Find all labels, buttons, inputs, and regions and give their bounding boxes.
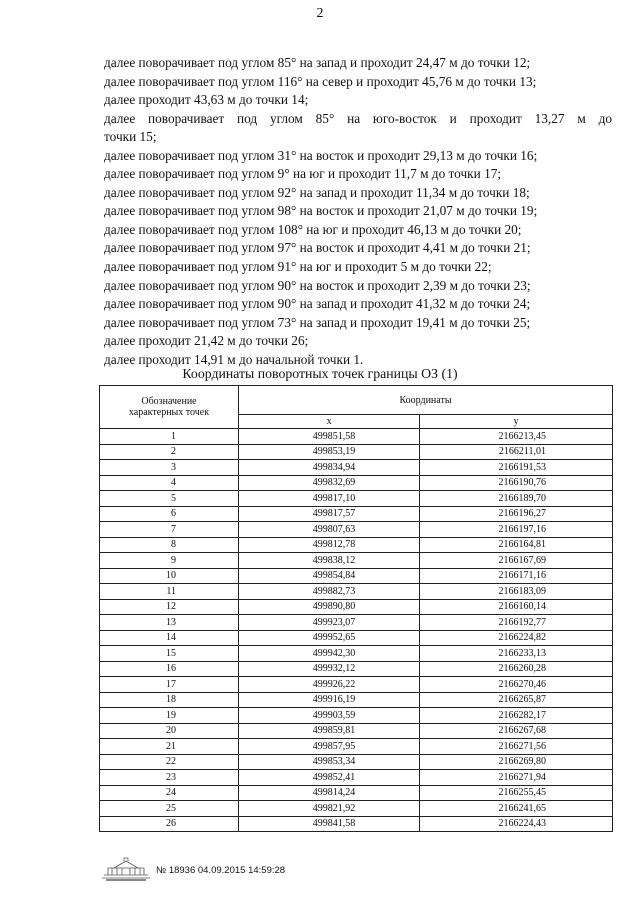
text-line: далее поворачивает под углом 85° на запад и проходит 24,47 м до точки 12; xyxy=(104,55,531,70)
coord-y: 2166224,43 xyxy=(420,816,613,832)
table-row xyxy=(100,646,613,662)
header-x: x xyxy=(239,415,420,429)
text-line: точки 15; xyxy=(104,129,157,145)
coord-y: 2166267,68 xyxy=(420,723,613,739)
table-row xyxy=(100,537,613,553)
point-number: 17 xyxy=(100,677,239,693)
coord-x: 499952,65 xyxy=(239,630,420,646)
point-number: 1 xyxy=(100,429,239,445)
coord-x: 499817,10 xyxy=(239,491,420,507)
coord-y: 2166211,01 xyxy=(420,444,613,460)
table-row xyxy=(100,584,613,600)
header-point-label xyxy=(100,386,239,429)
text-line: далее поворачивает под углом 73° на запад и проходит 19,41 м до точки 25; xyxy=(104,314,531,330)
text-line: далее проходит 21,42 м до точки 26; xyxy=(104,333,309,349)
coord-y: 2166265,87 xyxy=(420,692,613,708)
coord-x: 499821,92 xyxy=(239,801,420,817)
text-line: далее поворачивает под углом 92° на запад и проходит 11,34 м до точки 18; xyxy=(104,184,530,200)
coord-x: 499851,58 xyxy=(239,429,420,445)
coord-x: 499853,34 xyxy=(239,754,420,770)
table-row xyxy=(100,739,613,755)
coord-x: 499890,80 xyxy=(239,599,420,615)
coord-x: 499882,73 xyxy=(239,584,420,600)
table-row xyxy=(100,444,613,460)
table-row xyxy=(100,615,613,631)
table-row xyxy=(100,677,613,693)
coord-y: 2166233,13 xyxy=(420,646,613,662)
table-row xyxy=(100,506,613,522)
text-line: далее поворачивает под углом 97° на восток и проходит 4,41 м до точки 21; xyxy=(104,240,531,256)
text-line: далее проходит 14,91 м до начальной точки 1. xyxy=(104,351,364,367)
point-number: 19 xyxy=(100,708,239,724)
point-number: 2 xyxy=(100,444,239,460)
coord-y: 2166260,28 xyxy=(420,661,613,677)
text-line: далее поворачивает под углом 85° на юго-восток и проходит 13,27 м до xyxy=(104,110,612,126)
point-number: 22 xyxy=(100,754,239,770)
table-row xyxy=(100,522,613,538)
coord-x: 499916,19 xyxy=(239,692,420,708)
page-number: 2 xyxy=(316,6,324,21)
text-line: далее поворачивает под углом 91° на юг и проходит 5 м до точки 22; xyxy=(104,259,492,275)
point-number: 14 xyxy=(100,630,239,646)
coord-x: 499812,78 xyxy=(239,537,420,553)
header-coordinates: Координаты xyxy=(239,386,613,415)
table-row xyxy=(100,754,613,770)
point-number: 4 xyxy=(100,475,239,491)
point-number: 25 xyxy=(100,801,239,817)
text-line: далее поворачивает под углом 9° на юг и проходит 11,7 м до точки 17; xyxy=(104,166,502,182)
coord-y: 2166171,16 xyxy=(420,568,613,584)
coord-y: 2166271,94 xyxy=(420,770,613,786)
coord-y: 2166241,65 xyxy=(420,801,613,817)
coord-y: 2166190,76 xyxy=(420,475,613,491)
point-number: 12 xyxy=(100,599,239,615)
text-line: далее поворачивает под углом 98° на восток и проходит 21,07 м до точки 19; xyxy=(104,203,538,219)
coord-x: 499841,58 xyxy=(239,816,420,832)
coord-y: 2166196,27 xyxy=(420,506,613,522)
coord-y: 2166192,77 xyxy=(420,615,613,631)
coord-x: 499834,94 xyxy=(239,460,420,476)
coord-x: 499857,95 xyxy=(239,739,420,755)
point-number: 23 xyxy=(100,770,239,786)
coordinates-table xyxy=(99,385,613,832)
table-row xyxy=(100,429,613,445)
coord-x: 499859,81 xyxy=(239,723,420,739)
coord-y: 2166191,53 xyxy=(420,460,613,476)
coord-x: 499903,59 xyxy=(239,708,420,724)
coord-y: 2166255,45 xyxy=(420,785,613,801)
text-line: далее поворачивает под углом 90° на запад и проходит 41,32 м до точки 24; xyxy=(104,296,531,312)
coord-y: 2166213,45 xyxy=(420,429,613,445)
coord-x: 499838,12 xyxy=(239,553,420,569)
coord-x: 499932,12 xyxy=(239,661,420,677)
coord-y: 2166183,09 xyxy=(420,584,613,600)
point-number: 7 xyxy=(100,522,239,538)
table-row xyxy=(100,568,613,584)
table-row xyxy=(100,770,613,786)
point-number: 20 xyxy=(100,723,239,739)
point-number: 9 xyxy=(100,553,239,569)
registration-stamp: № 18936 04.09.2015 14:59:28 xyxy=(156,865,286,876)
table-row xyxy=(100,723,613,739)
point-number: 15 xyxy=(100,646,239,662)
coord-x: 499854,84 xyxy=(239,568,420,584)
coord-y: 2166269,80 xyxy=(420,754,613,770)
table-row xyxy=(100,785,613,801)
document-footer xyxy=(100,857,400,887)
coord-x: 499923,07 xyxy=(239,615,420,631)
coord-y: 2166271,56 xyxy=(420,739,613,755)
point-number: 8 xyxy=(100,537,239,553)
coord-y: 2166164,81 xyxy=(420,537,613,553)
coord-y: 2166167,69 xyxy=(420,553,613,569)
point-number: 13 xyxy=(100,615,239,631)
point-number: 18 xyxy=(100,692,239,708)
header-point-label-line2: характерных точек xyxy=(128,407,210,418)
point-number: 24 xyxy=(100,785,239,801)
coord-y: 2166224,82 xyxy=(420,630,613,646)
table-row xyxy=(100,801,613,817)
point-number: 26 xyxy=(100,816,239,832)
coord-y: 2166160,14 xyxy=(420,599,613,615)
table-row xyxy=(100,816,613,832)
coord-y: 2166197,16 xyxy=(420,522,613,538)
coord-x: 499814,24 xyxy=(239,785,420,801)
table-row xyxy=(100,460,613,476)
header-y: y xyxy=(420,415,613,429)
coord-x: 499817,57 xyxy=(239,506,420,522)
coord-y: 2166189,70 xyxy=(420,491,613,507)
coord-x: 499942,30 xyxy=(239,646,420,662)
point-number: 6 xyxy=(100,506,239,522)
point-number: 3 xyxy=(100,460,239,476)
coord-x: 499832,69 xyxy=(239,475,420,491)
table-title: Координаты поворотных точек границы ОЗ (1) xyxy=(182,366,458,381)
text-line: далее поворачивает под углом 31° на восток и проходит 29,13 м до точки 16; xyxy=(104,147,538,163)
point-number: 11 xyxy=(100,584,239,600)
coord-y: 2166270,46 xyxy=(420,677,613,693)
point-number: 5 xyxy=(100,491,239,507)
table-row xyxy=(100,599,613,615)
table-row xyxy=(100,708,613,724)
header-point-label-line1: Обозначение xyxy=(141,396,197,407)
point-number: 16 xyxy=(100,661,239,677)
table-row xyxy=(100,692,613,708)
coord-x: 499852,41 xyxy=(239,770,420,786)
text-line: далее поворачивает под углом 108° на юг и проходит 46,13 м до точки 20; xyxy=(104,221,522,237)
government-building-emblem-icon xyxy=(100,857,152,883)
table-row xyxy=(100,661,613,677)
table-row xyxy=(100,553,613,569)
table-row xyxy=(100,630,613,646)
text-line: далее проходит 43,63 м до точки 14; xyxy=(104,92,309,108)
table-row xyxy=(100,491,613,507)
text-line: далее поворачивает под углом 116° на север и проходит 45,76 м до точки 13; xyxy=(104,73,537,89)
text-line: далее поворачивает под углом 90° на восток и проходит 2,39 м до точки 23; xyxy=(104,277,531,293)
table-row xyxy=(100,475,613,491)
boundary-description xyxy=(104,54,612,369)
point-number: 10 xyxy=(100,568,239,584)
coord-x: 499926,22 xyxy=(239,677,420,693)
coord-y: 2166282,17 xyxy=(420,708,613,724)
point-number: 21 xyxy=(100,739,239,755)
coord-x: 499807,63 xyxy=(239,522,420,538)
coord-x: 499853,19 xyxy=(239,444,420,460)
